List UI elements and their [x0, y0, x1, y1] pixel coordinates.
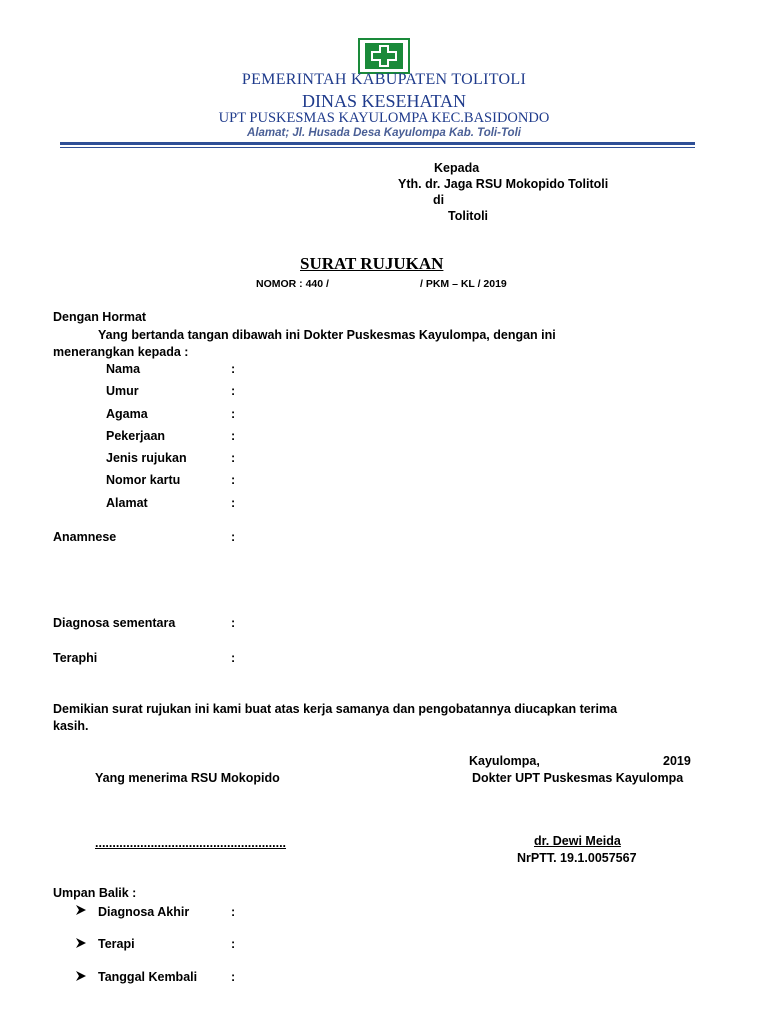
letter-title: SURAT RUJUKAN	[300, 254, 444, 273]
doctor-nr: NrPTT. 19.1.0057567	[517, 851, 637, 865]
feedback-colon: :	[231, 970, 236, 984]
field-colon: :	[231, 384, 236, 398]
doctor-label: Dokter UPT Puskesmas Kayulompa	[472, 771, 684, 785]
field-colon: :	[231, 473, 236, 487]
field-colon: :	[231, 362, 236, 376]
field-colon: :	[231, 451, 236, 465]
clinical-colon: :	[231, 651, 236, 665]
field-label: Alamat	[106, 496, 148, 510]
letterhead-rule-thick	[60, 142, 695, 145]
feedback-colon: :	[231, 937, 236, 951]
recipient-yth: Yth. dr. Jaga RSU Mokopido Tolitoli	[398, 177, 609, 191]
signature-place: Kayulompa,	[469, 754, 540, 768]
nomor-suffix: / PKM – KL / 2019	[420, 278, 507, 290]
letterhead-unit: UPT PUSKESMAS KAYULOMPA KEC.BASIDONDO	[218, 110, 550, 126]
puskesmas-logo-icon	[358, 38, 410, 74]
field-label: Jenis rujukan	[106, 451, 187, 465]
intro-line-1: Yang bertanda tangan dibawah ini Dokter Puskesmas Kayulompa, dengan ini	[98, 328, 556, 342]
closing-line-1: Demikian surat rujukan ini kami buat atas kerja samanya dan pengobatannya diucapkan terima	[53, 702, 618, 716]
letterhead-agency: DINAS KESEHATAN	[301, 91, 467, 111]
arrowhead-bullet-icon	[75, 937, 87, 952]
clinical-label: Anamnese	[53, 530, 117, 544]
clinical-label: Diagnosa sementara	[53, 616, 176, 630]
arrowhead-bullet-icon	[75, 970, 87, 985]
nomor-prefix: NOMOR : 440 /	[256, 278, 329, 290]
feedback-label: Terapi	[98, 937, 135, 951]
field-colon: :	[231, 429, 236, 443]
recipient-kepada: Kepada	[434, 161, 480, 175]
greeting: Dengan Hormat	[53, 310, 147, 324]
clinical-colon: :	[231, 616, 236, 630]
intro-line-2: menerangkan kepada :	[53, 345, 189, 359]
recipient-di: di	[433, 193, 445, 207]
field-label: Pekerjaan	[106, 429, 166, 443]
letterhead-rule-thin	[60, 147, 695, 148]
field-label: Agama	[106, 407, 148, 421]
feedback-colon: :	[231, 905, 236, 919]
doctor-name: dr. Dewi Meida	[534, 834, 621, 848]
field-label: Nomor kartu	[106, 473, 181, 487]
feedback-label: Tanggal Kembali	[98, 970, 198, 984]
field-label: Nama	[106, 362, 141, 376]
arrowhead-bullet-icon	[75, 904, 87, 919]
field-label: Umur	[106, 384, 139, 398]
field-colon: :	[231, 407, 236, 421]
letterhead-government: PEMERINTAH KABUPATEN TOLITOLI	[241, 71, 527, 88]
clinical-label: Teraphi	[53, 651, 98, 665]
receiver-signature-line: .......................................................	[95, 836, 287, 850]
letterhead-address: Alamat; Jl. Husada Desa Kayulompa Kab. Toli-Toli	[247, 127, 521, 139]
receiver-label: Yang menerima RSU Mokopido	[95, 771, 280, 785]
feedback-label: Diagnosa Akhir	[98, 905, 190, 919]
clinical-colon: :	[231, 530, 236, 544]
field-colon: :	[231, 496, 236, 510]
recipient-place: Tolitoli	[448, 209, 489, 223]
closing-line-2: kasih.	[53, 719, 89, 733]
signature-year: 2019	[663, 754, 691, 768]
feedback-title: Umpan Balik :	[53, 886, 137, 900]
